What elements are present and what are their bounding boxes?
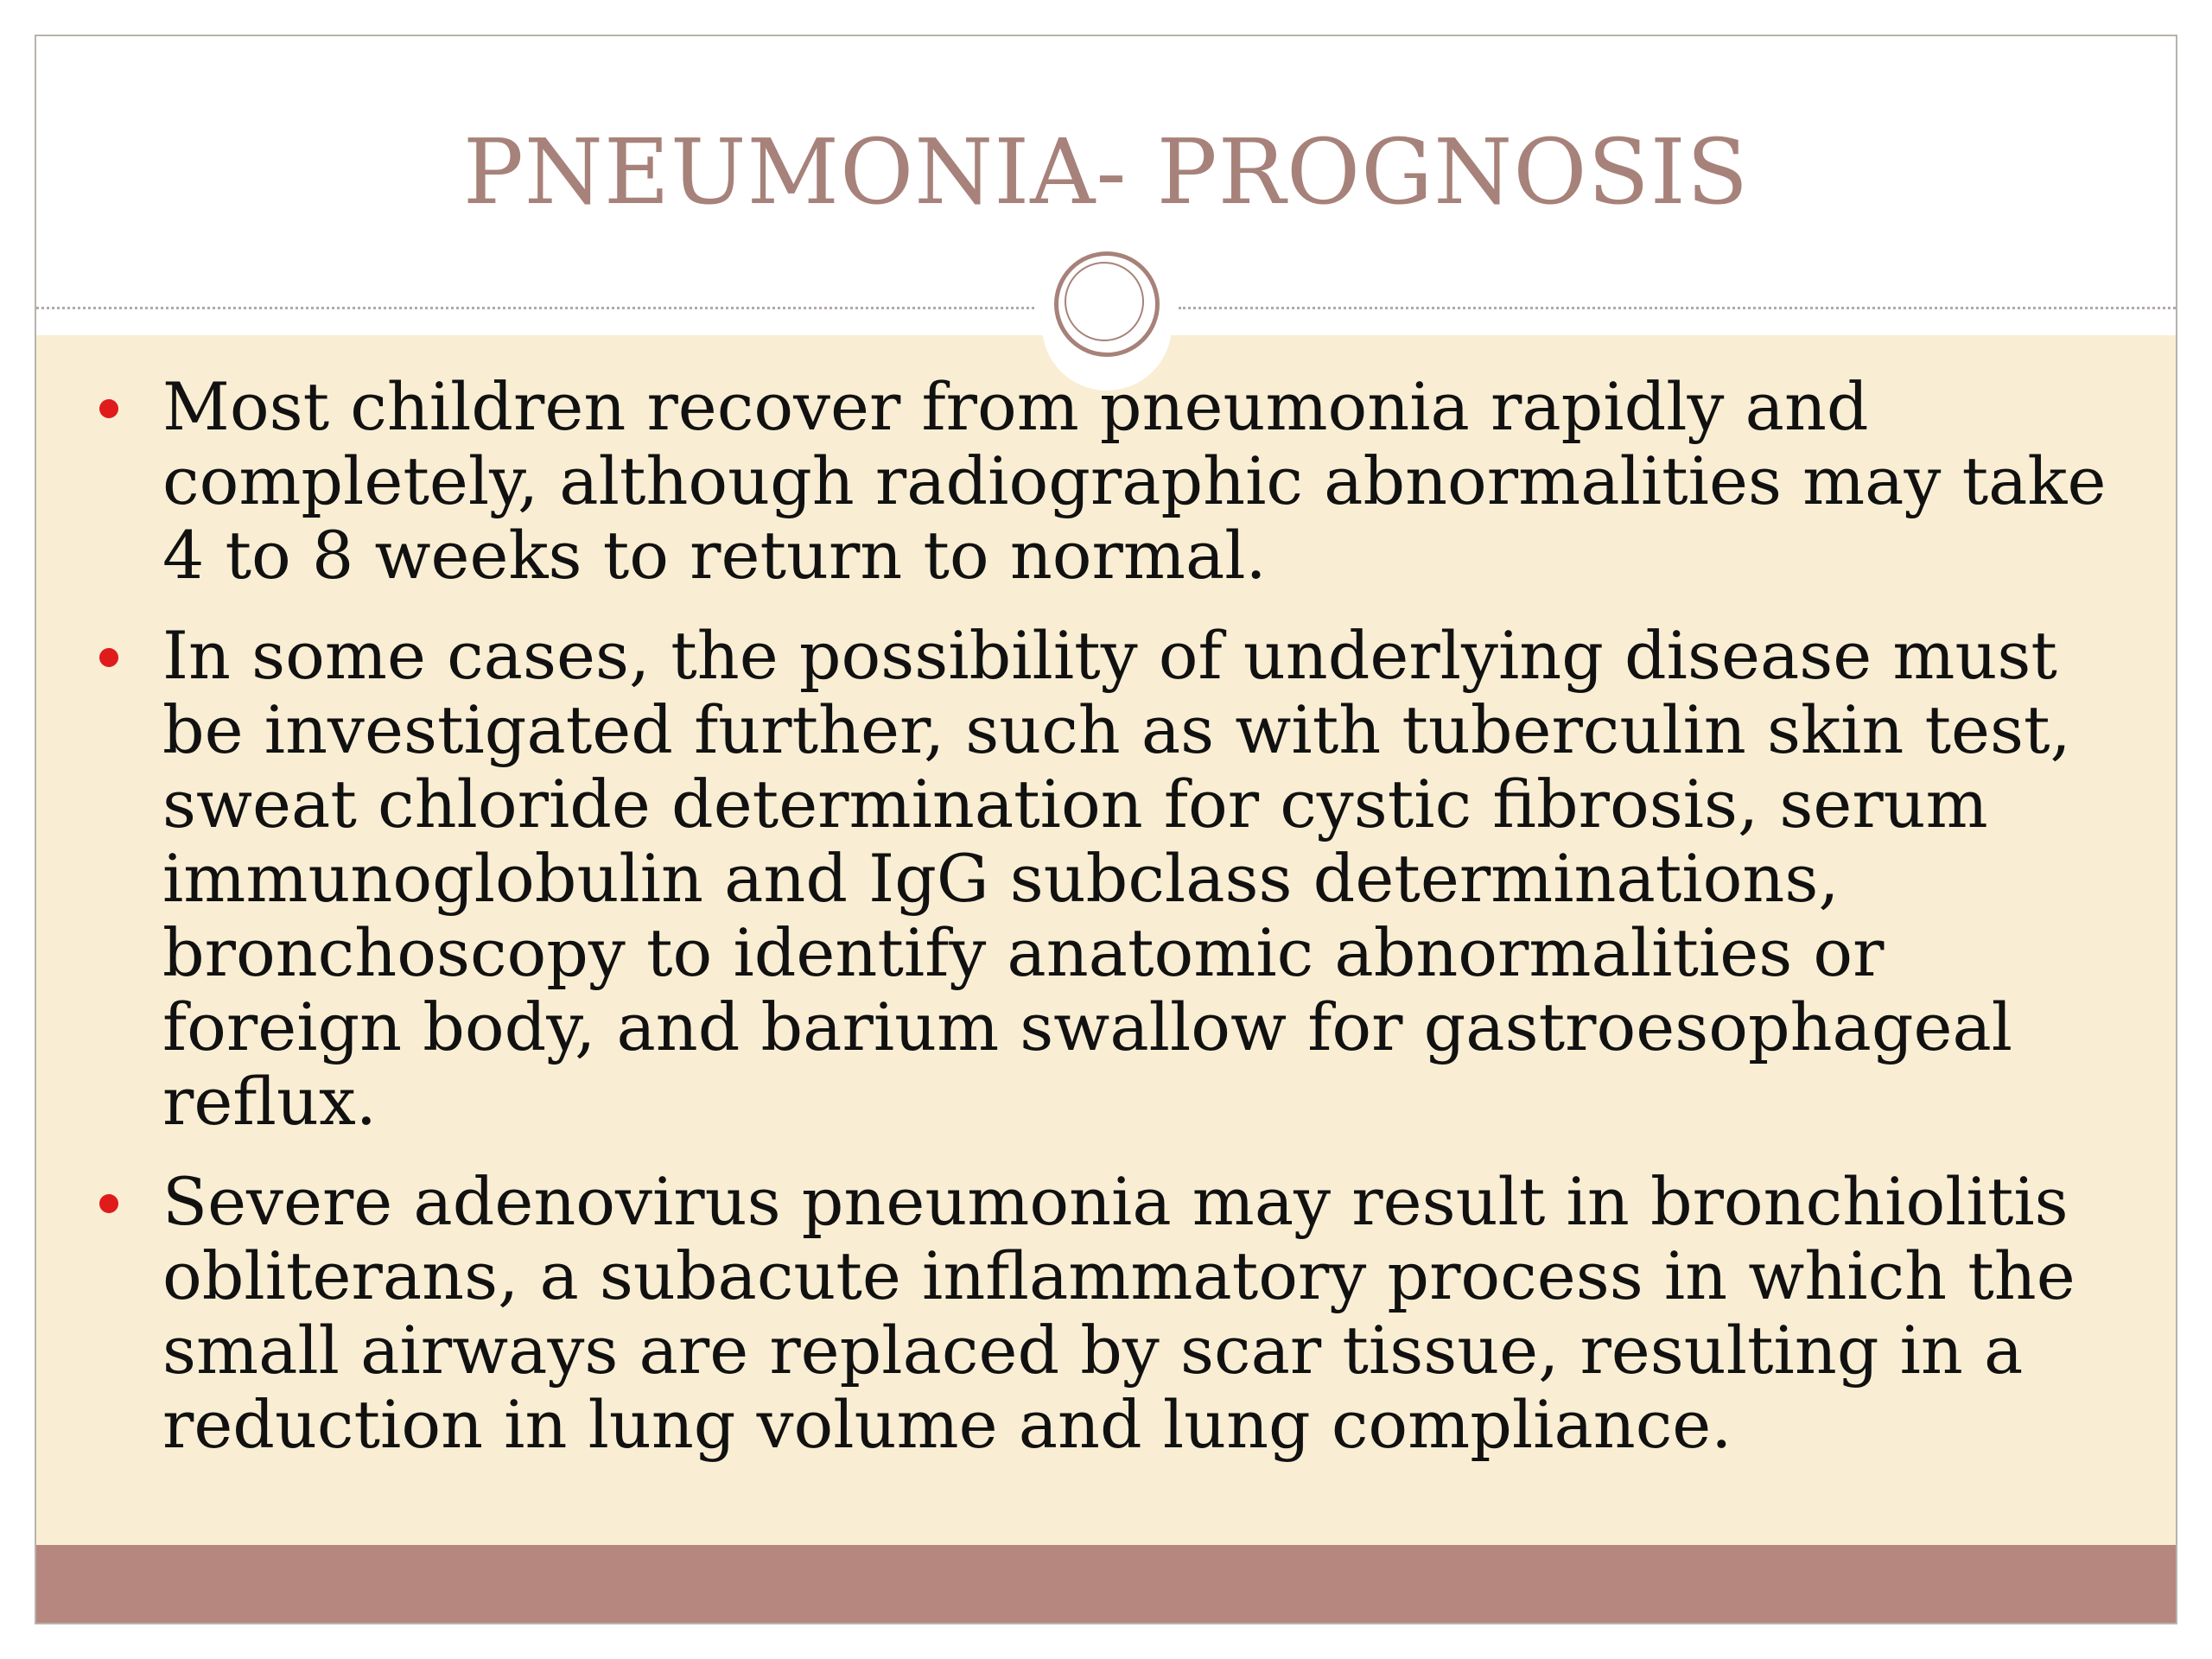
ornament-inner-ring [1065, 262, 1144, 341]
bullet-list [36, 370, 2176, 1488]
bullet-item [36, 1165, 2176, 1462]
bullet-dot-icon [99, 399, 118, 418]
title-divider-right [1179, 307, 2176, 309]
footer-band [36, 1545, 2176, 1623]
bullet-text: In some cases, the possibility of underlying disease must be investigated further, such as with tuberculin skin test, sweat chloride determination for cystic fibrosis, serum immunoglobulin and IgG subclass determinations, bronchoscopy to identify anatomic abnormalities or foreign body, and barium swallow for gastroesophageal reflux. [162, 617, 2071, 1140]
bullet-text: Most children recover from pneumonia rapidly and completely, although radiographic abnormalities may take 4 to 8 weeks to return to normal. [162, 368, 2107, 594]
title-divider-left [36, 307, 1034, 309]
bullet-dot-icon [99, 1194, 118, 1213]
circle-ornament-icon [1054, 251, 1160, 357]
bullet-item [36, 370, 2176, 593]
bullet-text: Severe adenovirus pneumonia may result in bronchiolitis obliterans, a subacute inflammatory process in which the small airways are replaced by scar tissue, resulting in a reduction in lung volume and lung compliance. [162, 1163, 2075, 1463]
slide [36, 36, 2176, 1623]
bullet-dot-icon [99, 648, 118, 667]
slide-title: PNEUMONIA- PROGNOSIS [462, 119, 1750, 225]
bullet-item [36, 619, 2176, 1139]
